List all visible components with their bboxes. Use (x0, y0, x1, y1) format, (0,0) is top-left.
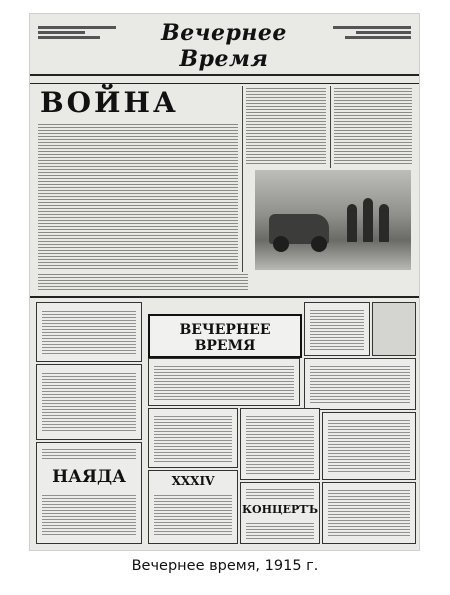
masthead-right-ear (333, 24, 411, 58)
ad-right-bottom (322, 482, 416, 544)
ad-right-illustration (372, 302, 416, 356)
ad-naiada: НАЯДА (36, 442, 142, 544)
lower-article-text (38, 272, 248, 292)
image-caption: Вечернее время, 1915 г. (131, 558, 319, 574)
news-photograph (255, 170, 411, 270)
masthead-title: Вечернее Время (161, 20, 287, 72)
war-article-text (38, 122, 238, 270)
ad-left-middle (36, 364, 142, 440)
ad-left-top (36, 302, 142, 362)
ads-divider (30, 296, 419, 298)
ad-center-middle (148, 408, 238, 468)
front-headline: ВОЙНА (40, 86, 179, 119)
newspaper-page (30, 14, 419, 550)
ad-right-middle (304, 358, 416, 410)
middle-column-text (246, 86, 326, 166)
ad-vechernee-vremya: ВЕЧЕРНЕЕ ВРЕМЯ (148, 314, 302, 358)
ad-right-lower (322, 412, 416, 480)
ad-center-right-middle (240, 408, 320, 480)
masthead (30, 14, 419, 76)
ad-xxxiv: XXXIV (148, 470, 238, 544)
right-column-text (334, 86, 412, 166)
ad-koncert: КОНЦЕРТЪ (240, 482, 320, 544)
ad-center-under-title (148, 358, 300, 406)
dateline (30, 74, 419, 84)
ad-right-top (304, 302, 370, 356)
column-rule (242, 86, 243, 274)
column-rule (330, 86, 331, 168)
masthead-left-ear (38, 24, 116, 58)
